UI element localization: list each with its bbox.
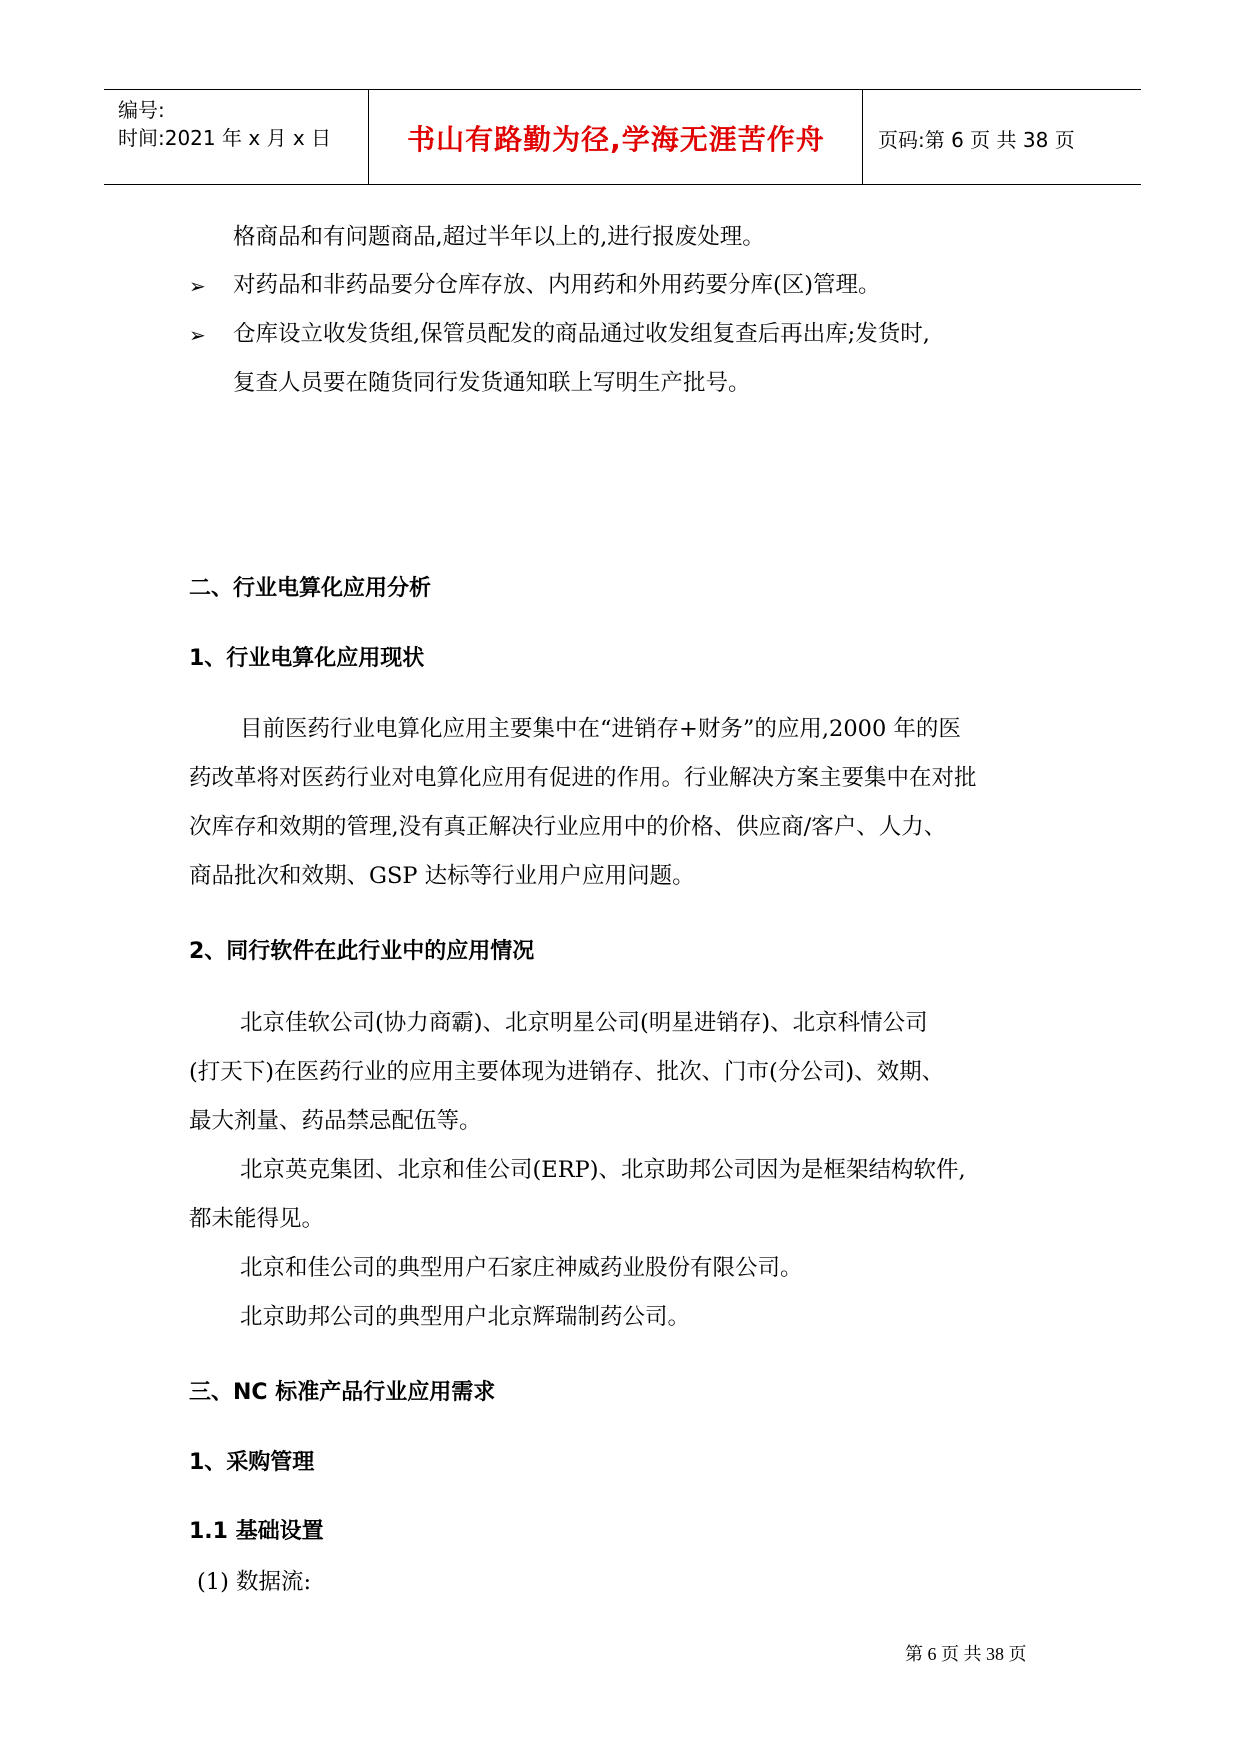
section-heading: 二、行业电算化应用分析	[189, 576, 432, 601]
paragraph-line: 药改革将对医药行业对电算化应用有促进的作用。行业解决方案主要集中在对批	[189, 765, 977, 791]
subsubsection-heading: 1.1 基础设置	[189, 1519, 324, 1544]
paragraph-line: (打天下)在医药行业的应用主要体现为进销存、批次、门市(分公司)、效期、	[189, 1059, 945, 1085]
bullet-item: 仓库设立收发货组,保管员配发的商品通过收发组复查后再出库;发货时,	[233, 321, 930, 347]
header-page-info: 页码:第 6 页 共 38 页	[878, 128, 1075, 152]
list-item: (1) 数据流:	[197, 1569, 312, 1595]
subsection-heading: 1、采购管理	[189, 1450, 315, 1475]
section-heading: 三、NC 标准产品行业应用需求	[189, 1380, 496, 1405]
paragraph-line: 最大剂量、药品禁忌配伍等。	[189, 1108, 482, 1134]
bullet-item-continuation: 复查人员要在随货同行发货通知联上写明生产批号。	[233, 370, 751, 396]
page-footer: 第 6 页 共 38 页	[905, 1644, 1027, 1664]
bullet-arrow-icon: ➢	[189, 323, 206, 347]
document-time-label: 时间:2021 年 x 月 x 日	[118, 126, 332, 150]
paragraph-line: 都未能得见。	[189, 1206, 325, 1232]
bullet-arrow-icon: ➢	[189, 274, 206, 298]
header-motto-cell	[370, 90, 863, 184]
page-header	[104, 89, 1141, 185]
paragraph-line: 北京英克集团、北京和佳公司(ERP)、北京助邦公司因为是框架结构软件,	[240, 1157, 966, 1183]
header-meta-cell	[104, 90, 369, 184]
header-motto: 书山有路勤为径,学海无涯苦作舟	[407, 123, 825, 156]
paragraph-line: 格商品和有问题商品,超过半年以上的,进行报废处理。	[233, 224, 765, 250]
subsection-heading: 1、行业电算化应用现状	[189, 646, 425, 671]
header-page-cell	[864, 90, 1141, 184]
subsection-heading: 2、同行软件在此行业中的应用情况	[189, 939, 535, 964]
document-number-label: 编号:	[118, 98, 165, 122]
paragraph-line: 目前医药行业电算化应用主要集中在“进销存+财务”的应用,2000 年的医	[240, 716, 961, 742]
paragraph-line: 商品批次和效期、GSP 达标等行业用户应用问题。	[189, 863, 695, 889]
paragraph-line: 北京助邦公司的典型用户北京辉瑞制药公司。	[240, 1304, 691, 1330]
paragraph-line: 北京佳软公司(协力商霸)、北京明星公司(明星进销存)、北京科情公司	[240, 1010, 928, 1036]
bullet-item: 对药品和非药品要分仓库存放、内用药和外用药要分库(区)管理。	[233, 272, 881, 298]
paragraph-line: 北京和佳公司的典型用户石家庄神威药业股份有限公司。	[240, 1255, 803, 1281]
paragraph-line: 次库存和效期的管理,没有真正解决行业应用中的价格、供应商/客户、人力、	[189, 814, 947, 840]
